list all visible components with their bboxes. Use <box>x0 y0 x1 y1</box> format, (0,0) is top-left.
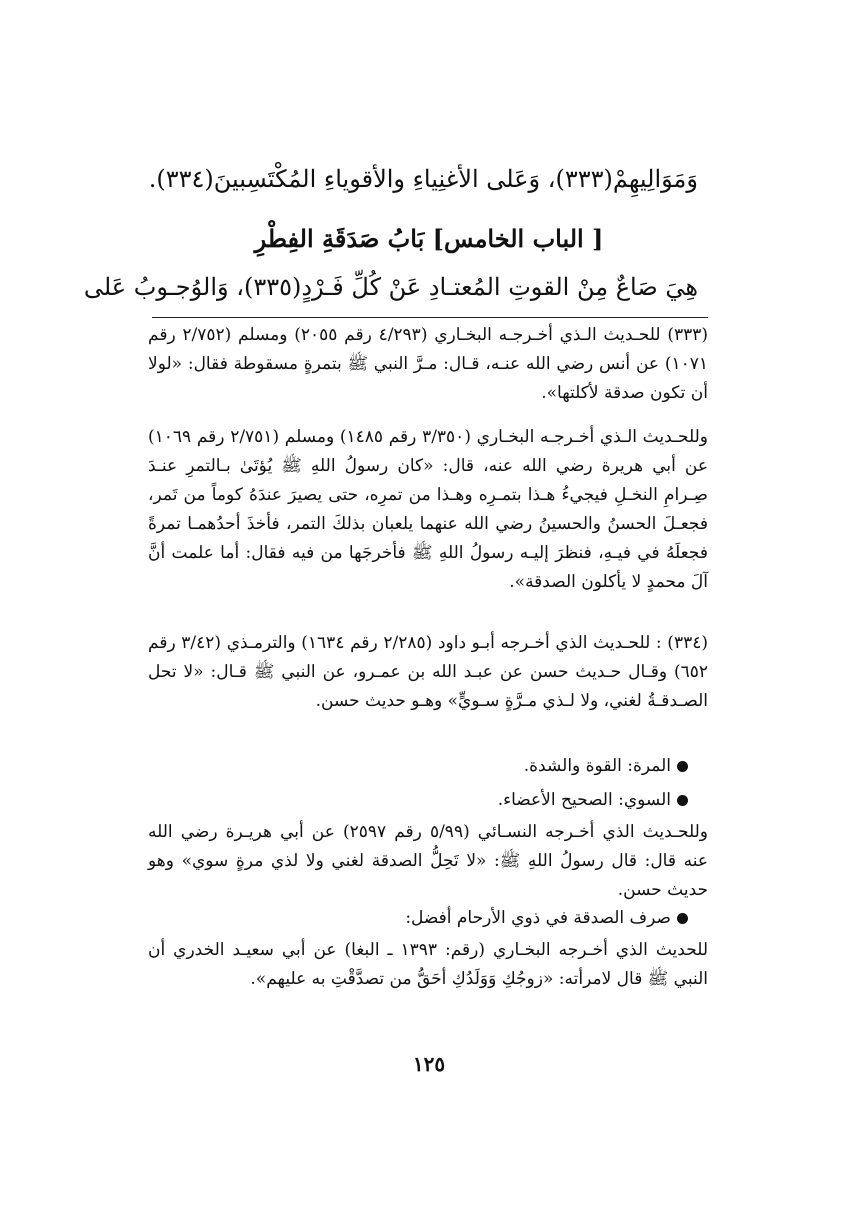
bullet-item-2 <box>128 786 688 815</box>
bullet-dot-icon <box>677 795 688 806</box>
page-number: ١٢٥ <box>412 1052 446 1076</box>
bullet-dot-icon <box>677 913 688 924</box>
footnote-333-paragraph-1: (٣٣٣) للحـديث الـذي أخـرجـه البخـاري (٤/٢٩٣ رقم ٢٠٥٥) ومسلم (٢/٧٥٢ رقم ١٠٧١) عن أنس رضي الله عنـه، قـال: مـرَّ النبي ﷺ بتمرةٍ مسقوطة فقال: «لولا أن تكون صدقة لأكلتها». <box>148 325 708 403</box>
footnote-334-paragraph-3: للحديث الذي أخـرجه البخـاري (رقم: ١٣٩٣ ـ البغا) عن أبي سعيـد الخدري أن النبي ﷺ قال لامرأته: «زوجُكِ وَوَلَدُكِ أحَقُّ من تصدَّقْتِ به عليهم». <box>148 940 708 989</box>
main-text-line-3: هِيَ صَاعٌ مِنْ القوتِ المُعتـادِ عَنْ كُلِّ فَـرْدٍ(٣٣٥)، وَالوُجـوبُ عَلى <box>83 273 698 301</box>
bullet-dot-icon <box>677 761 688 772</box>
footnote-334-paragraph-1: (٣٣٤) : للحـديث الذي أخـرجه أبـو داود (٢/٢٨٥ رقم ١٦٣٤) والترمـذي (٣/٤٢ رقم ٦٥٢) وقـال حـديث حسن عن عبـد الله بن عمـرو، عن النبي ﷺ قـال: «لا تحل الصـدقـةُ لغني، ولا لـذي مـرَّةٍ سـويٍّ» وهـو حديث حسن. <box>148 633 708 711</box>
footnote-divider <box>152 317 708 318</box>
bullet-text: صرف الصدقة في ذوي الأرحام أفضل: <box>405 908 671 928</box>
bullet-text: المرة: القوة والشدة. <box>523 756 671 776</box>
footnote-333-paragraph-2: وللحـديث الـذي أخـرجـه البخـاري (٣/٣٥٠ رقم ١٤٨٥) ومسلم (٢/٧٥١ رقم ١٠٦٩) عن أبي هريرة رضي الله عنه، قال: «كان رسولُ اللهِ ﷺ يُؤتَىٰ بـالتمرِ عنـدَ صِـرامِ النخـلِ فيجيءُ هـذا بتمـرِه وهـذا من تمرِه، حتى يصيرَ عندَهُ كوماً من تَمر، فجعـلَ الحسنُ والحسينُ رضي الله عنهما يلعبان بذلكَ التمر، فأخذَ أحدُهمـا تمرةً فجعلَهُ في فيـهِ، فنظرَ إليـه رسولُ اللهِ ﷺ فأخرجَها من فيه فقال: أما علمت أنَّ آلَ محمدٍ لا يأكلون الصدقة». <box>148 427 708 592</box>
bullet-item-1 <box>128 752 688 781</box>
chapter-heading: [ الباب الخامس] بَابُ صَدَقَةِ الفِطْرِ <box>254 224 604 253</box>
bullet-item-3 <box>128 904 688 933</box>
bullet-text: السوي: الصحيح الأعضاء. <box>497 790 671 810</box>
main-text-line-1: وَمَوَالِيهِمْ(٣٣٣)، وَعَلى الأغنِياءِ والأقوياءِ المُكْتَسِبينَ(٣٣٤). <box>148 165 698 193</box>
footnote-334-paragraph-2: وللحـديث الذي أخـرجه النسـائي (٥/٩٩ رقم ٢٥٩٧) عن أبي هريـرة رضي الله عنه قال: قال رسولُ اللهِ ﷺ: «لا تَحِلُّ الصدقة لغني ولا لذي مرةٍ سوي» وهو حديث حسن. <box>148 822 708 900</box>
